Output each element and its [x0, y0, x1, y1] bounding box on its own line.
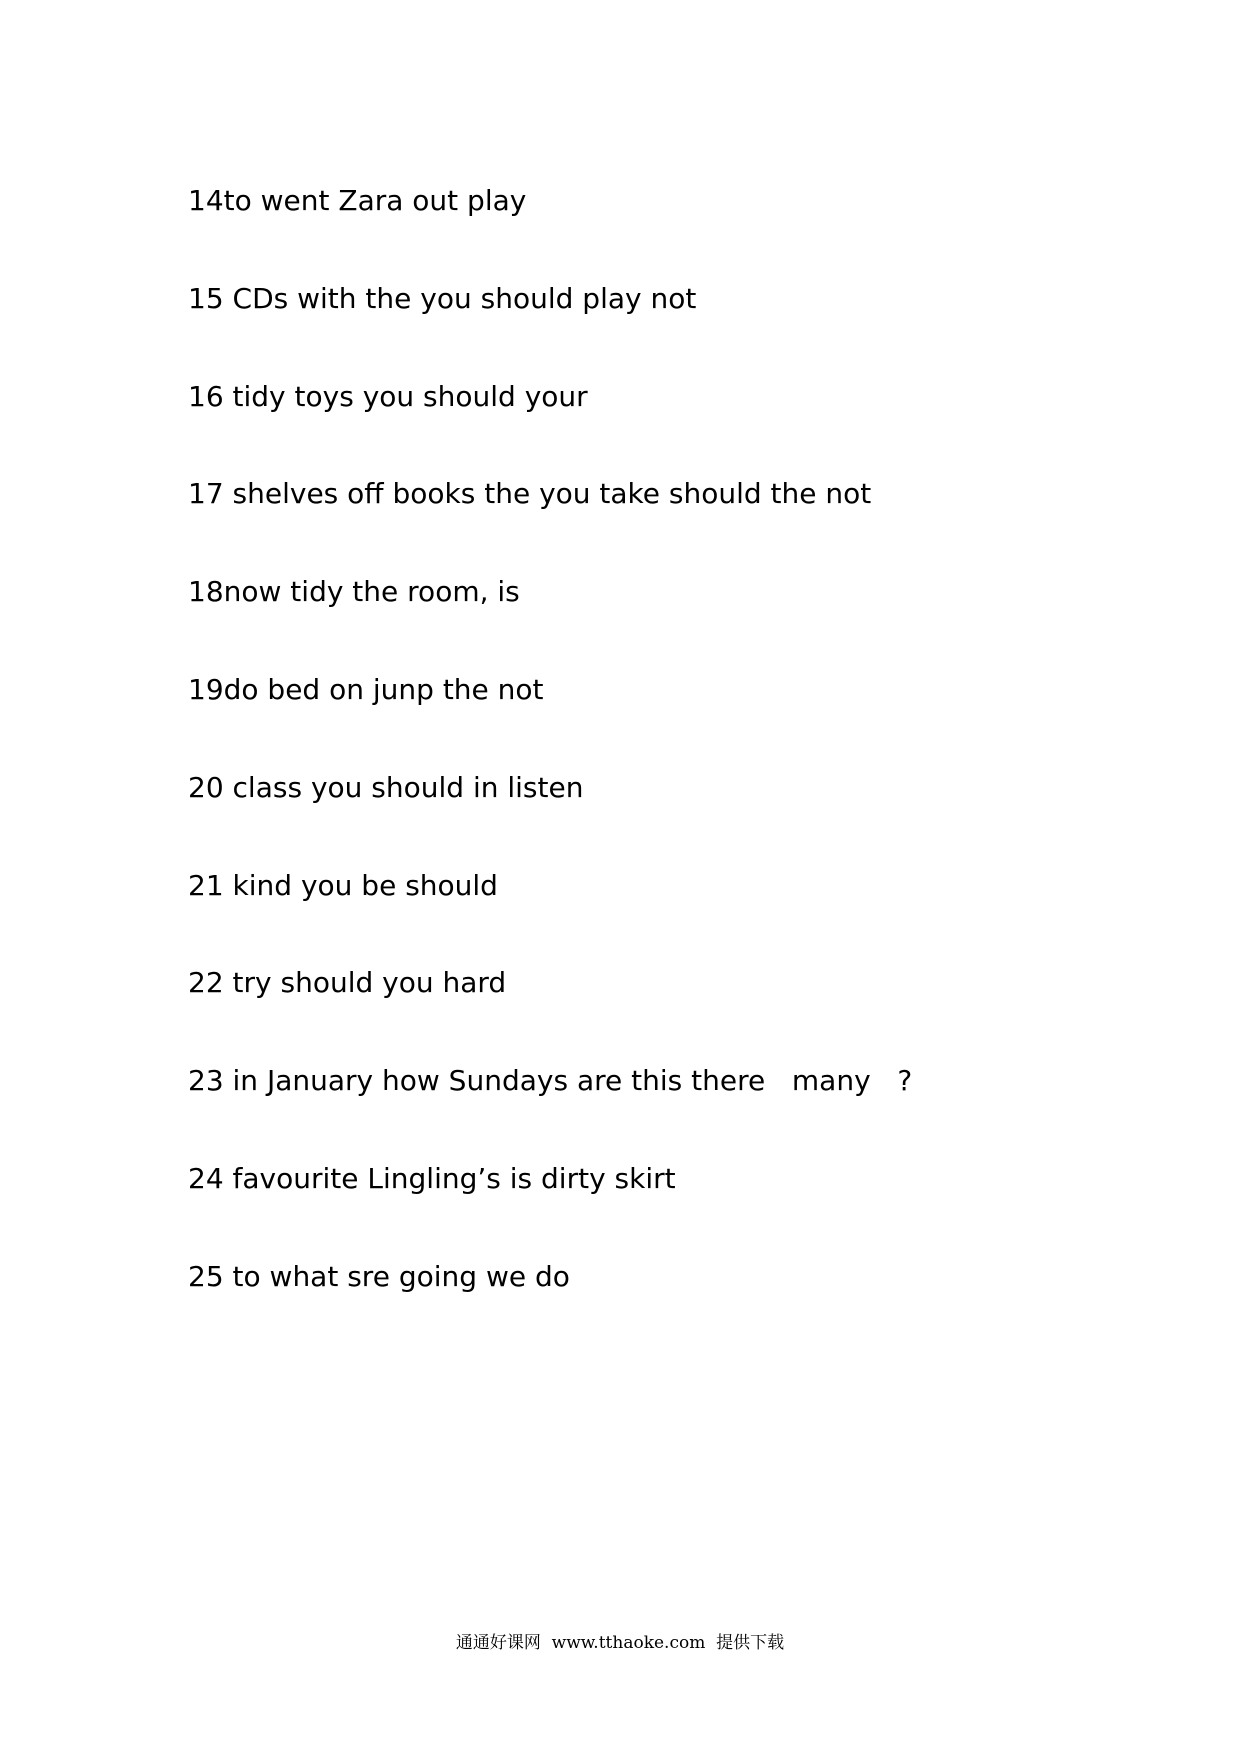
sentence-line: 18now tidy the room, is: [188, 575, 520, 609]
sentence-line: 16 tidy toys you should your: [188, 379, 588, 413]
page-footer: 通通好课网 www.tthaoke.com 提供下载: [455, 1633, 785, 1653]
sentence-line: 20 class you should in listen: [188, 770, 584, 804]
sentence-line: 14to went Zara out play: [188, 184, 527, 217]
sentence-line: 25 to what sre going we do: [188, 1259, 570, 1293]
sentence-line: 23 in January how Sundays are this there many ?: [188, 1064, 913, 1098]
sentence-line: 21 kind you be should: [188, 868, 498, 902]
sentence-line: 17 shelves off books the you take should the not: [188, 477, 872, 511]
sentence-line: 24 favourite Lingling’s is dirty skirt: [188, 1161, 676, 1195]
sentence-list: [188, 181, 912, 1355]
sentence-line: 19do bed on junp the not: [188, 672, 544, 706]
sentence-line: 22 try should you hard: [188, 966, 507, 1000]
sentence-line: 15 CDs with the you should play not: [188, 281, 697, 315]
